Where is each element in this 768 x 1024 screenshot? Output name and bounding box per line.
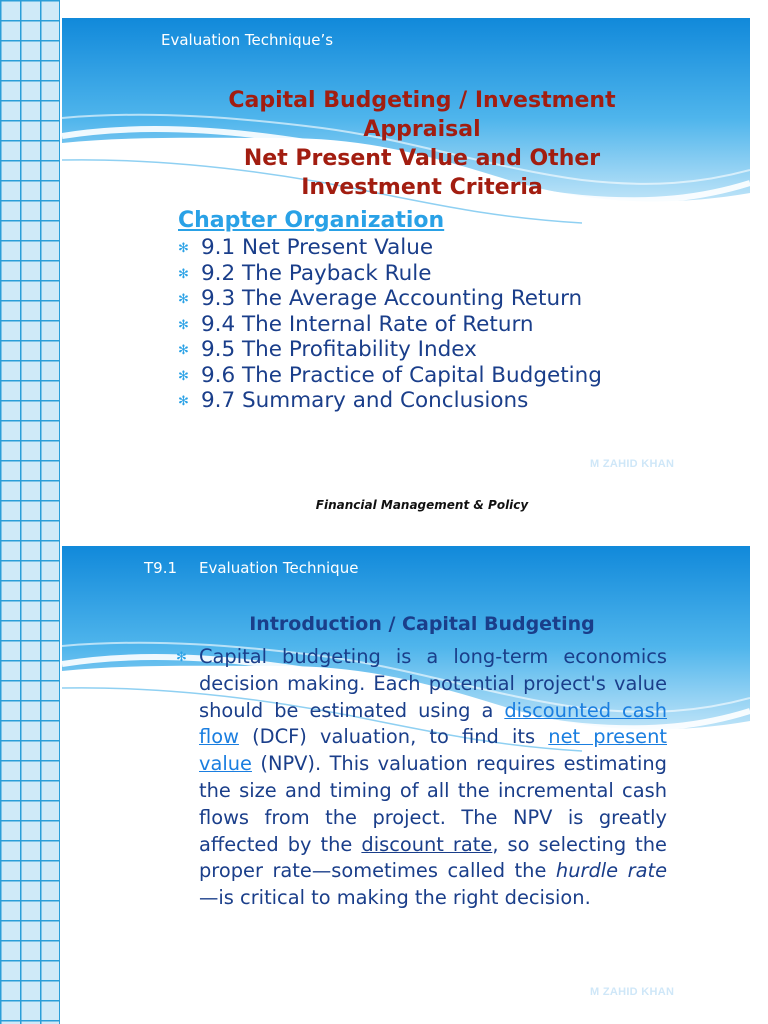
- toc-item: [178, 363, 602, 389]
- toc-item: [178, 312, 602, 338]
- toc-number: 9.4: [201, 311, 236, 337]
- toc-item: [178, 261, 602, 287]
- grid-pattern-strip: [0, 0, 60, 1024]
- slide-footer: Financial Management & Policy: [315, 498, 529, 512]
- discount-rate-link[interactable]: discount rate: [361, 832, 493, 856]
- para-text: —is critical to making the right decision.: [199, 886, 591, 910]
- hurdle-rate-term: hurdle rate: [555, 859, 667, 883]
- toc-text: The Practice of Capital Budgeting: [242, 362, 602, 388]
- title-line: Investment Criteria: [301, 175, 543, 200]
- title-line: Capital Budgeting / Investment: [228, 88, 616, 113]
- slide-header: Evaluation Technique’s: [161, 31, 334, 49]
- toc-item: [178, 388, 602, 414]
- asterisk-bullet-icon: ✻: [178, 241, 189, 256]
- asterisk-bullet-icon: ✻: [178, 317, 189, 333]
- para-text: (NPV). This valuation requires estimating the size and timing of all the incremental cash flows from the project. The NPV is greatly affected by the: [199, 752, 667, 856]
- toc-text: Summary and Conclusions: [242, 388, 529, 413]
- author-watermark: M ZAHID KHAN: [590, 458, 675, 470]
- para-text: Capital budgeting is a long-term economics decision making. Each potential project's value should be estimated using a: [199, 645, 667, 722]
- toc-text: The Internal Rate of Return: [242, 311, 534, 337]
- intro-paragraph: [199, 644, 667, 912]
- toc-number: 9.2: [201, 260, 236, 286]
- toc-number: 9.1: [201, 235, 236, 260]
- slide-title: [122, 86, 722, 202]
- section-heading: Introduction / Capital Budgeting: [249, 613, 595, 635]
- author-watermark: M ZAHID KHAN: [590, 986, 675, 998]
- chapter-toc-list: [178, 235, 602, 414]
- toc-item: [178, 337, 602, 363]
- slide-header-number: T9.1: [144, 559, 178, 577]
- para-text: (DCF) valuation, to find its: [238, 725, 549, 749]
- asterisk-bullet-icon: ✻: [178, 394, 189, 409]
- slide-1: [62, 18, 750, 526]
- toc-number: 9.6: [201, 362, 236, 388]
- toc-number: 9.3: [201, 286, 236, 311]
- toc-text: The Profitability Index: [242, 337, 477, 362]
- slide-header: Evaluation Technique: [199, 559, 359, 577]
- toc-item: [178, 235, 602, 261]
- asterisk-bullet-icon: ✻: [178, 266, 189, 282]
- para-text: , so selecting the proper rate—sometimes called the: [199, 832, 667, 883]
- title-line: Net Present Value and Other: [243, 146, 601, 171]
- slide-2: [62, 546, 750, 1024]
- toc-number: 9.5: [201, 337, 236, 362]
- discounted-cash-flow-link[interactable]: discounted cash flow: [199, 698, 667, 749]
- net-present-value-link[interactable]: net present value: [199, 725, 667, 776]
- toc-number: 9.7: [201, 388, 236, 413]
- asterisk-bullet-icon: ✻: [178, 368, 189, 384]
- asterisk-bullet-icon: ✻: [178, 292, 189, 307]
- toc-text: The Average Accounting Return: [242, 286, 583, 311]
- title-line: Appraisal: [363, 117, 481, 142]
- asterisk-bullet-icon: ✻: [176, 650, 187, 665]
- toc-text: The Payback Rule: [242, 260, 432, 286]
- toc-item: [178, 286, 602, 312]
- asterisk-bullet-icon: ✻: [178, 343, 189, 358]
- chapter-organization-heading: Chapter Organization: [178, 208, 445, 233]
- toc-text: Net Present Value: [242, 235, 434, 260]
